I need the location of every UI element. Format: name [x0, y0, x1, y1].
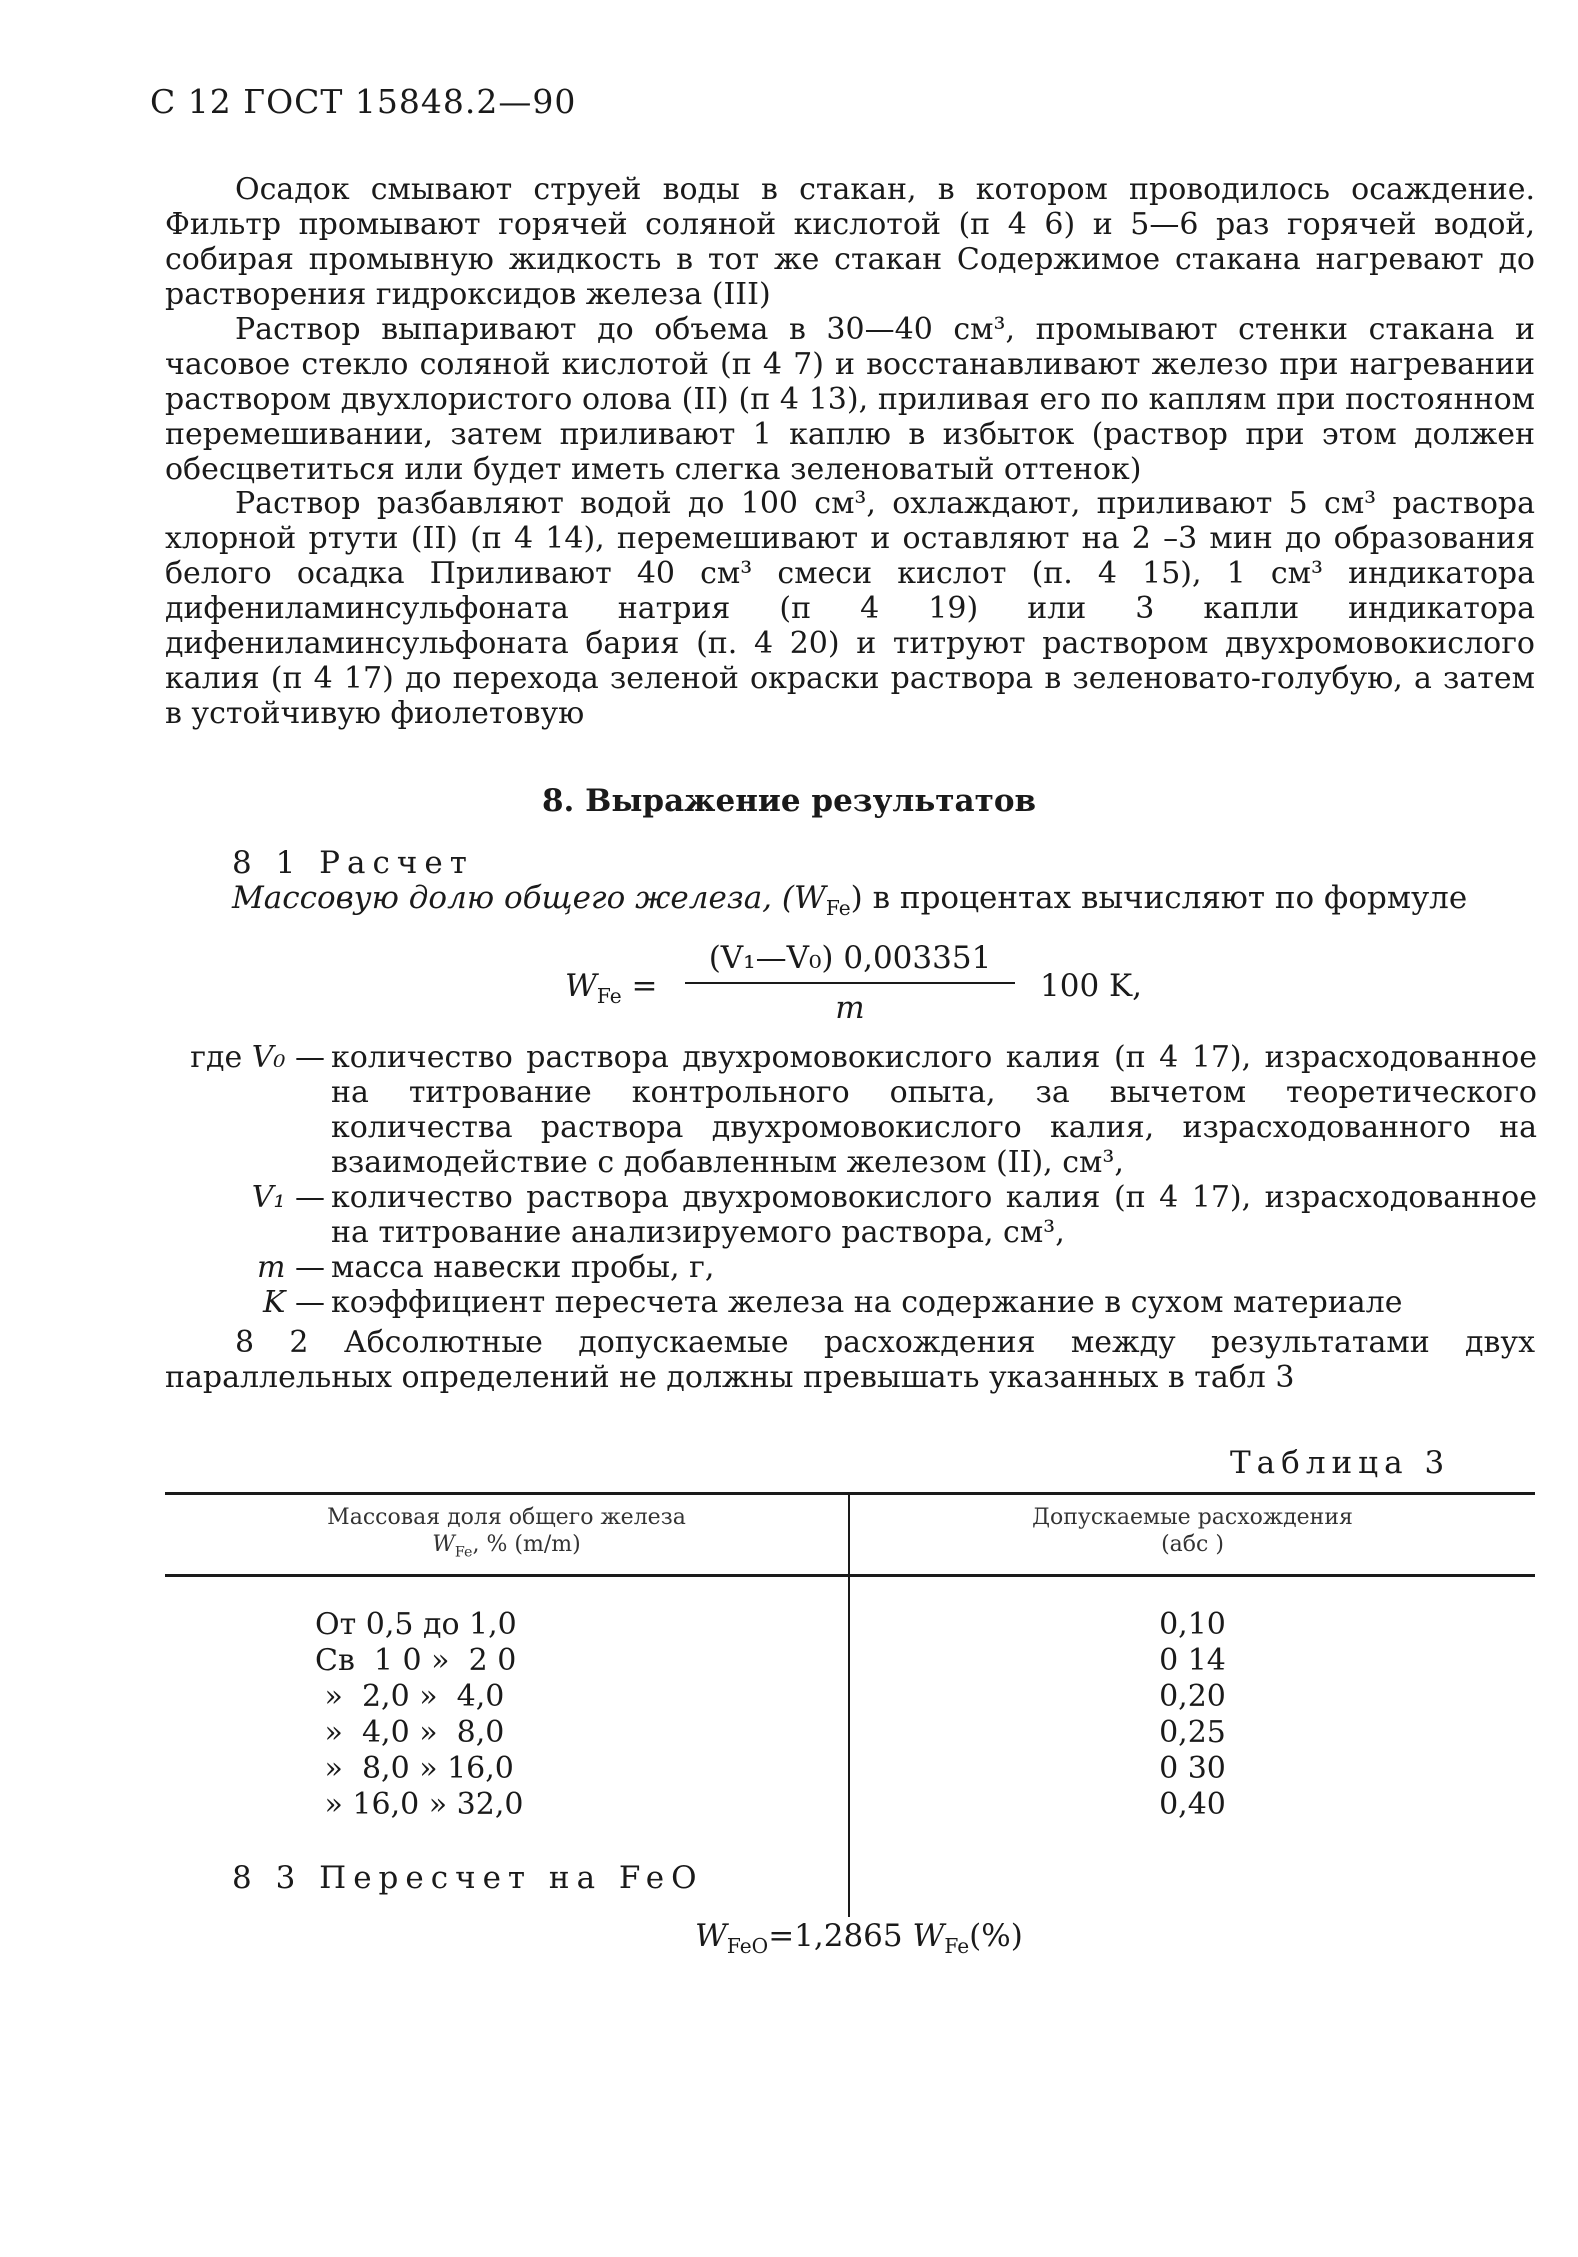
table-column-values	[850, 1607, 1535, 1823]
table-cell-value: 0,10	[1159, 1607, 1226, 1642]
where-list	[165, 1040, 1537, 1320]
w-symbol: W	[793, 880, 826, 916]
subsection-calculation: 8 1 Расчет	[232, 845, 474, 881]
formula-denominator: m	[835, 990, 865, 1026]
table-cell-range: » 2,0 » 4,0	[315, 1679, 505, 1714]
paragraph-precipitate: Осадок смывают струей воды в стакан, в котором проводилось осаждение. Фильтр промывают горячей соляной кислотой (п 4 6) и 5—6 раз горячей водой, собирая промывную жидкость в тот же стакан Содержимое стакана нагревают до растворения гидроксидов железа (III)	[165, 172, 1535, 312]
paragraph-titration: Раствор разбавляют водой до 100 см³, охлаждают, приливают 5 см³ раствора хлорной ртути (II) (п 4 14), перемешивают и оставляют на 2 –3 мин до образования белого осадка Приливают 40 см³ смеси кислот (п. 4 15), 1 см³ индикатора дифениламинсульфоната натрия (п 4 19) или 3 капли индикатора дифениламинсульфоната бария (п. 4 20) и титруют раствором двухромовокислого калия (п 4 17) до перехода зеленой окраски раствора в зеленовато-голубую, а затем в устойчивую фиолетовую	[165, 486, 1535, 731]
feo-formula: $W_{FeO}=1,2865$ $W_{Fe}(\%)$	[695, 1918, 1023, 1959]
table-header-fraction: Массовая доля общего железа $W_{Fe}$, % (m/m)	[327, 1505, 686, 1561]
subsection-feo: 8 3 Пересчет на FeO	[232, 1860, 704, 1896]
formula-intro: Массовую долю общего железа, $(W_{Fe})$ в процентах вычисляют по формуле	[232, 880, 1468, 921]
formula-numerator: (V₁—V₀) 0,003351	[685, 940, 1015, 984]
table-column-ranges	[315, 1607, 523, 1823]
table-cell-value: 0,40	[1159, 1787, 1226, 1822]
formula-rhs: 100 K,	[1040, 968, 1143, 1004]
table-header-tolerance: Допускаемые расхождения (абс )	[1032, 1505, 1353, 1557]
table-header-rule	[165, 1574, 1535, 1577]
where-item: m — масса навески пробы, г,	[257, 1250, 715, 1285]
where-item: где V₀ — количество раствора двухромовокислого калия (п 4 17), израсходованное на титрование контрольного опыта, за вычетом теоретического количества раствора двухромовокислого калия, израсходованного на взаимодействие с добавленным железом (II), см³,	[190, 1040, 1537, 1180]
table-caption: Таблица 3	[1230, 1445, 1451, 1481]
where-item: V₁ — количество раствора двухромовокислого калия (п 4 17), израсходованное на титрование анализируемого раствора, см³,	[251, 1180, 1537, 1250]
section-title: 8. Выражение результатов	[541, 783, 1037, 819]
formula-lhs: $W_{Fe}$ =	[565, 968, 658, 1009]
iron-formula	[565, 940, 1205, 1040]
table-cell-value: 0 30	[1159, 1751, 1226, 1786]
paragraph-evaporation: Раствор выпаривают до объема в 30—40 см³, промывают стенки стакана и часовое стекло соляной кислотой (п 4 7) и восстанавливают железо при нагревании раствором двухлористого олова (II) (п 4 13), приливая его по каплям при постоянном перемешивании, затем приливают 1 каплю в избыток (раствор при этом должен обесцветиться или будет иметь слегка зеленоватый оттенок)	[165, 312, 1535, 487]
paragraph-tolerance: 8 2 Абсолютные допускаемые расхождения между результатами двух параллельных определений не должны превышать указанных в табл 3	[165, 1325, 1535, 1395]
formula-fraction	[685, 940, 1015, 1026]
table-cell-range: От 0,5 до 1,0	[315, 1607, 517, 1642]
table-cell-range: » 16,0 » 32,0	[315, 1787, 524, 1822]
table-cell-range: Св 1 0 » 2 0	[315, 1643, 517, 1678]
table-cell-value: 0,20	[1159, 1679, 1226, 1714]
table-cell-range: » 8,0 » 16,0	[315, 1751, 514, 1786]
page-header: С 12 ГОСТ 15848.2—90	[150, 82, 577, 121]
where-item: K — коэффициент пересчета железа на содержание в сухом материале	[263, 1285, 1403, 1320]
table-cell-range: » 4,0 » 8,0	[315, 1715, 505, 1750]
table-cell-value: 0 14	[1159, 1643, 1226, 1678]
table-cell-value: 0,25	[1159, 1715, 1226, 1750]
table-top-rule	[165, 1492, 1535, 1495]
